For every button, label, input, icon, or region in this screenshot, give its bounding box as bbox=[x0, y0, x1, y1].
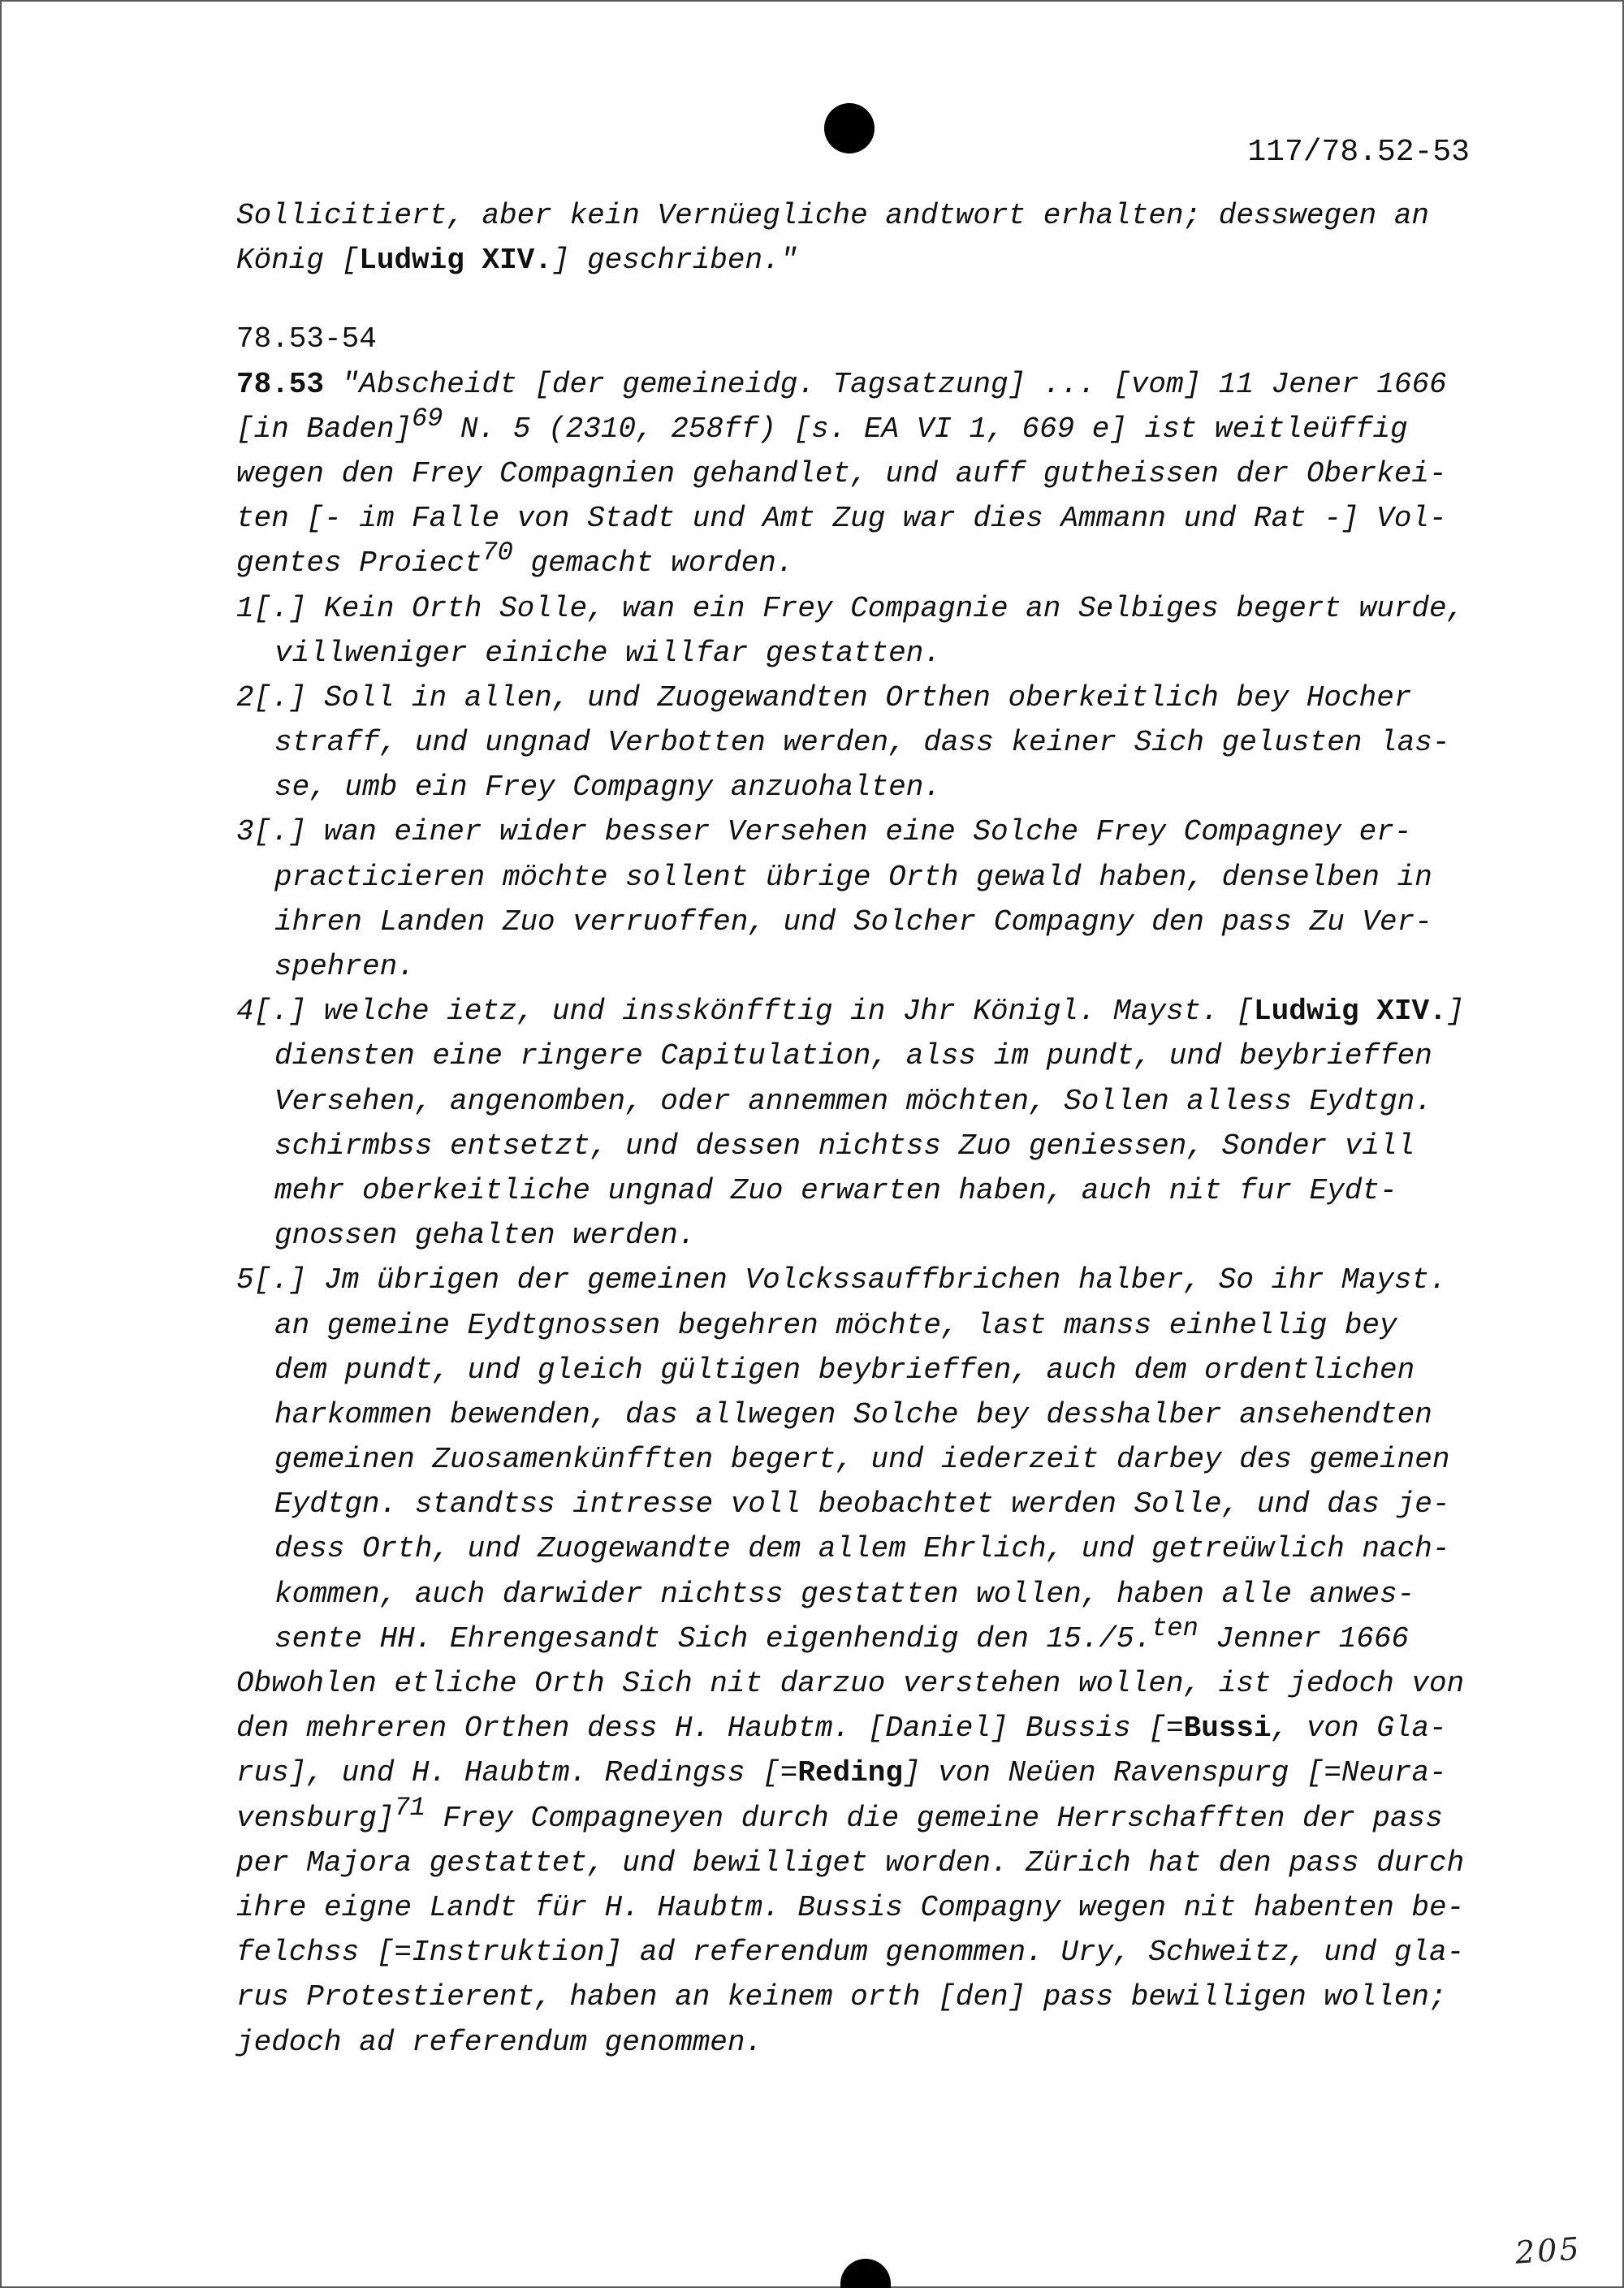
text-run: 2[.] Soll in allen, und Zuogewandten Orthen oberkeitlich bey Hocher bbox=[236, 680, 1412, 714]
text-line bbox=[236, 496, 1519, 541]
text-run: diensten eine ringere Capitulation, alss im pundt, und beybrieffen bbox=[274, 1039, 1432, 1073]
punch-hole-top bbox=[824, 103, 875, 153]
text-run: 1[.] Kein Orth Solle, wan ein Frey Compagnie an Selbiges begert wurde, bbox=[236, 591, 1465, 625]
text-line bbox=[236, 1661, 1519, 1706]
text-run: per Majora gestattet, und bewilliget worden. Zürich hat den pass durch bbox=[236, 1846, 1465, 1880]
list-item bbox=[236, 809, 1519, 989]
text-run: ten [- im Falle von Stadt und Amt Zug war dies Ammann und Rat -] Vol- bbox=[236, 502, 1447, 536]
text-run: "Abscheidt [der gemeineidg. Tagsatzung] ... [vom] 11 Jener 1666 bbox=[324, 367, 1447, 401]
list-item bbox=[236, 586, 1519, 676]
text-line bbox=[236, 676, 1519, 720]
text-run: König [ bbox=[236, 244, 360, 278]
text-run: kommen, auch darwider nichtss gestatten wollen, haben alle anwes- bbox=[274, 1577, 1415, 1611]
text-run: ihre eigne Landt für H. Haubtm. Bussis Compagny wegen nit habenten be- bbox=[236, 1890, 1465, 1924]
punch-hole-bottom bbox=[840, 2259, 891, 2288]
text-line bbox=[236, 2020, 1519, 2065]
text-run: ihren Landen Zuo verruoffen, und Solcher Compagny den pass Zu Ver- bbox=[274, 904, 1432, 939]
text-line bbox=[236, 765, 1519, 809]
text-line bbox=[236, 631, 1519, 676]
bold-text-run: 78.53 bbox=[236, 367, 325, 401]
text-run: Eydtgn. standtss intresse voll beobachtet werden Solle, und das je- bbox=[274, 1487, 1450, 1522]
section-heading: 78.53-54 bbox=[236, 322, 377, 356]
continuation-paragraph bbox=[236, 193, 1519, 283]
text-run: gemeinen Zuosamenkünfften begert, und iederzeit darbey des gemeinen bbox=[274, 1443, 1450, 1477]
numbered-list bbox=[236, 586, 1519, 1662]
text-run: [in Baden] bbox=[236, 412, 412, 446]
text-line bbox=[236, 362, 1519, 407]
text-line bbox=[236, 537, 1519, 585]
closing-paragraph bbox=[236, 1661, 1519, 2065]
list-item bbox=[236, 1258, 1519, 1661]
page-reference: 117/78.52-53 bbox=[1247, 135, 1470, 170]
text-run: Sollicitiert, aber kein Vernüegliche andtwort erhalten; desswegen an bbox=[236, 199, 1430, 232]
text-run: 5[.] Jm übrigen der gemeinen Volckssauffbrichen halber, So ihr Mayst. bbox=[236, 1263, 1447, 1297]
text-run: N. 5 (2310, 258ff) [s. EA VI 1, 669 e] ist weitleüffig bbox=[443, 412, 1408, 446]
text-line bbox=[236, 1526, 1519, 1571]
text-run: Jenner 1666 bbox=[1198, 1621, 1410, 1656]
text-line bbox=[236, 451, 1519, 496]
text-run: harkommen bewenden, das allwegen Solche bey desshalber ansehendten bbox=[274, 1397, 1432, 1431]
text-line bbox=[236, 1792, 1519, 1841]
text-line bbox=[236, 1437, 1519, 1482]
text-line bbox=[236, 1706, 1519, 1751]
text-run: ] bbox=[1446, 995, 1465, 1029]
superscript: 69 bbox=[412, 403, 443, 434]
text-line bbox=[236, 900, 1519, 944]
text-run: straff, und ungnad Verbotten werden, dass keiner Sich gelusten las- bbox=[274, 726, 1450, 760]
text-run: Frey Compagneyen durch die gemeine Herrschafften der pass bbox=[425, 1801, 1443, 1835]
bold-text-run: Bussi bbox=[1183, 1712, 1272, 1746]
text-run: Obwohlen etliche Orth Sich nit darzuo verstehen wollen, ist jedoch von bbox=[236, 1667, 1465, 1700]
text-run: felchss [=Instruktion] ad referendum genommen. Ury, Schweitz, und gla- bbox=[236, 1936, 1465, 1970]
text-run: dem pundt, und gleich gültigen beybrieffen, auch dem ordentlichen bbox=[274, 1353, 1415, 1387]
text-run: villweniger einiche willfar gestatten. bbox=[274, 636, 941, 670]
list-item bbox=[236, 989, 1519, 1258]
text-run: spehren. bbox=[274, 950, 415, 983]
text-line bbox=[236, 1751, 1519, 1795]
text-line bbox=[236, 1612, 1519, 1661]
text-run: gemacht worden. bbox=[512, 546, 794, 581]
document-body bbox=[236, 193, 1519, 2065]
text-line bbox=[236, 720, 1519, 765]
text-run: , von Gla- bbox=[1271, 1712, 1447, 1746]
text-run: se, umb ein Frey Compagny anzuohalten. bbox=[274, 771, 941, 805]
text-line bbox=[236, 1975, 1519, 2019]
text-run: gentes Proiect bbox=[236, 546, 482, 581]
text-run: ] von Neüen Ravenspurg [=Neura- bbox=[902, 1756, 1447, 1790]
text-run: wegen den Frey Compagnien gehandlet, und auff gutheissen der Oberkei- bbox=[236, 456, 1447, 490]
text-line bbox=[236, 1168, 1519, 1213]
text-run: 3[.] wan einer wider besser Versehen eine Solche Frey Compagney er- bbox=[236, 815, 1412, 849]
text-line bbox=[236, 1348, 1519, 1392]
text-run: vensburg] bbox=[236, 1801, 395, 1835]
text-line bbox=[236, 1841, 1519, 1885]
text-run: den mehreren Orthen dess H. Haubtm. [Daniel] Bussis [= bbox=[236, 1712, 1184, 1746]
text-run: 4[.] welche ietz, und insskönfftig in Jhr Königl. Mayst. [ bbox=[236, 995, 1255, 1029]
text-run: sente HH. Ehrengesandt Sich eigenhendig den 15./5. bbox=[274, 1621, 1152, 1656]
handwritten-page-number: 205 bbox=[1514, 2230, 1583, 2271]
entry-paragraph bbox=[236, 362, 1519, 586]
text-line bbox=[236, 1572, 1519, 1617]
text-line bbox=[236, 1213, 1519, 1258]
bold-text-run: Reding bbox=[797, 1756, 903, 1790]
bold-text-run: Ludwig XIV. bbox=[359, 244, 552, 278]
superscript: 70 bbox=[482, 537, 513, 568]
text-line bbox=[236, 193, 1519, 238]
text-run: rus], und H. Haubtm. Redingss [= bbox=[236, 1756, 798, 1790]
text-line bbox=[236, 1482, 1519, 1526]
text-run: gnossen gehalten werden. bbox=[274, 1219, 696, 1253]
text-line bbox=[236, 1303, 1519, 1348]
text-line bbox=[236, 1034, 1519, 1078]
text-run: Versehen, angenomben, oder annemmen möchten, Sollen alless Eydtgn. bbox=[274, 1084, 1432, 1118]
text-run: jedoch ad referendum genommen. bbox=[236, 2025, 763, 2059]
text-line bbox=[236, 403, 1519, 451]
text-line bbox=[236, 1079, 1519, 1124]
text-line bbox=[236, 238, 1519, 283]
superscript: 71 bbox=[394, 1792, 425, 1823]
text-run: rus Protestierent, haben an keinem orth [den] pass bewilligen wollen; bbox=[236, 1980, 1447, 2014]
text-run: schirmbss entsetzt, und dessen nichtss Zuo geniessen, Sonder vill bbox=[274, 1129, 1415, 1163]
text-run: mehr oberkeitliche ungnad Zuo erwarten haben, auch nit fur Eydt- bbox=[274, 1173, 1397, 1207]
text-line bbox=[236, 1124, 1519, 1168]
text-line bbox=[236, 809, 1519, 854]
text-run: an gemeine Eydtgnossen begehren möchte, last manss einhellig bey bbox=[274, 1308, 1397, 1342]
text-line bbox=[236, 1930, 1519, 1975]
list-item bbox=[236, 676, 1519, 810]
text-line bbox=[236, 989, 1519, 1034]
text-line bbox=[236, 1392, 1519, 1437]
superscript: ten bbox=[1151, 1612, 1199, 1643]
text-run: dess Orth, und Zuogewandte dem allem Ehrlich, und getreüwlich nach- bbox=[274, 1532, 1450, 1566]
text-line bbox=[236, 944, 1519, 989]
text-line bbox=[236, 855, 1519, 900]
text-run: ] geschriben." bbox=[551, 244, 798, 278]
text-line bbox=[236, 1885, 1519, 1930]
text-run: practicieren möchte sollent übrige Orth gewald haben, denselben in bbox=[274, 860, 1432, 894]
text-line bbox=[236, 1258, 1519, 1302]
text-line bbox=[236, 586, 1519, 631]
bold-text-run: Ludwig XIV. bbox=[1254, 995, 1447, 1029]
